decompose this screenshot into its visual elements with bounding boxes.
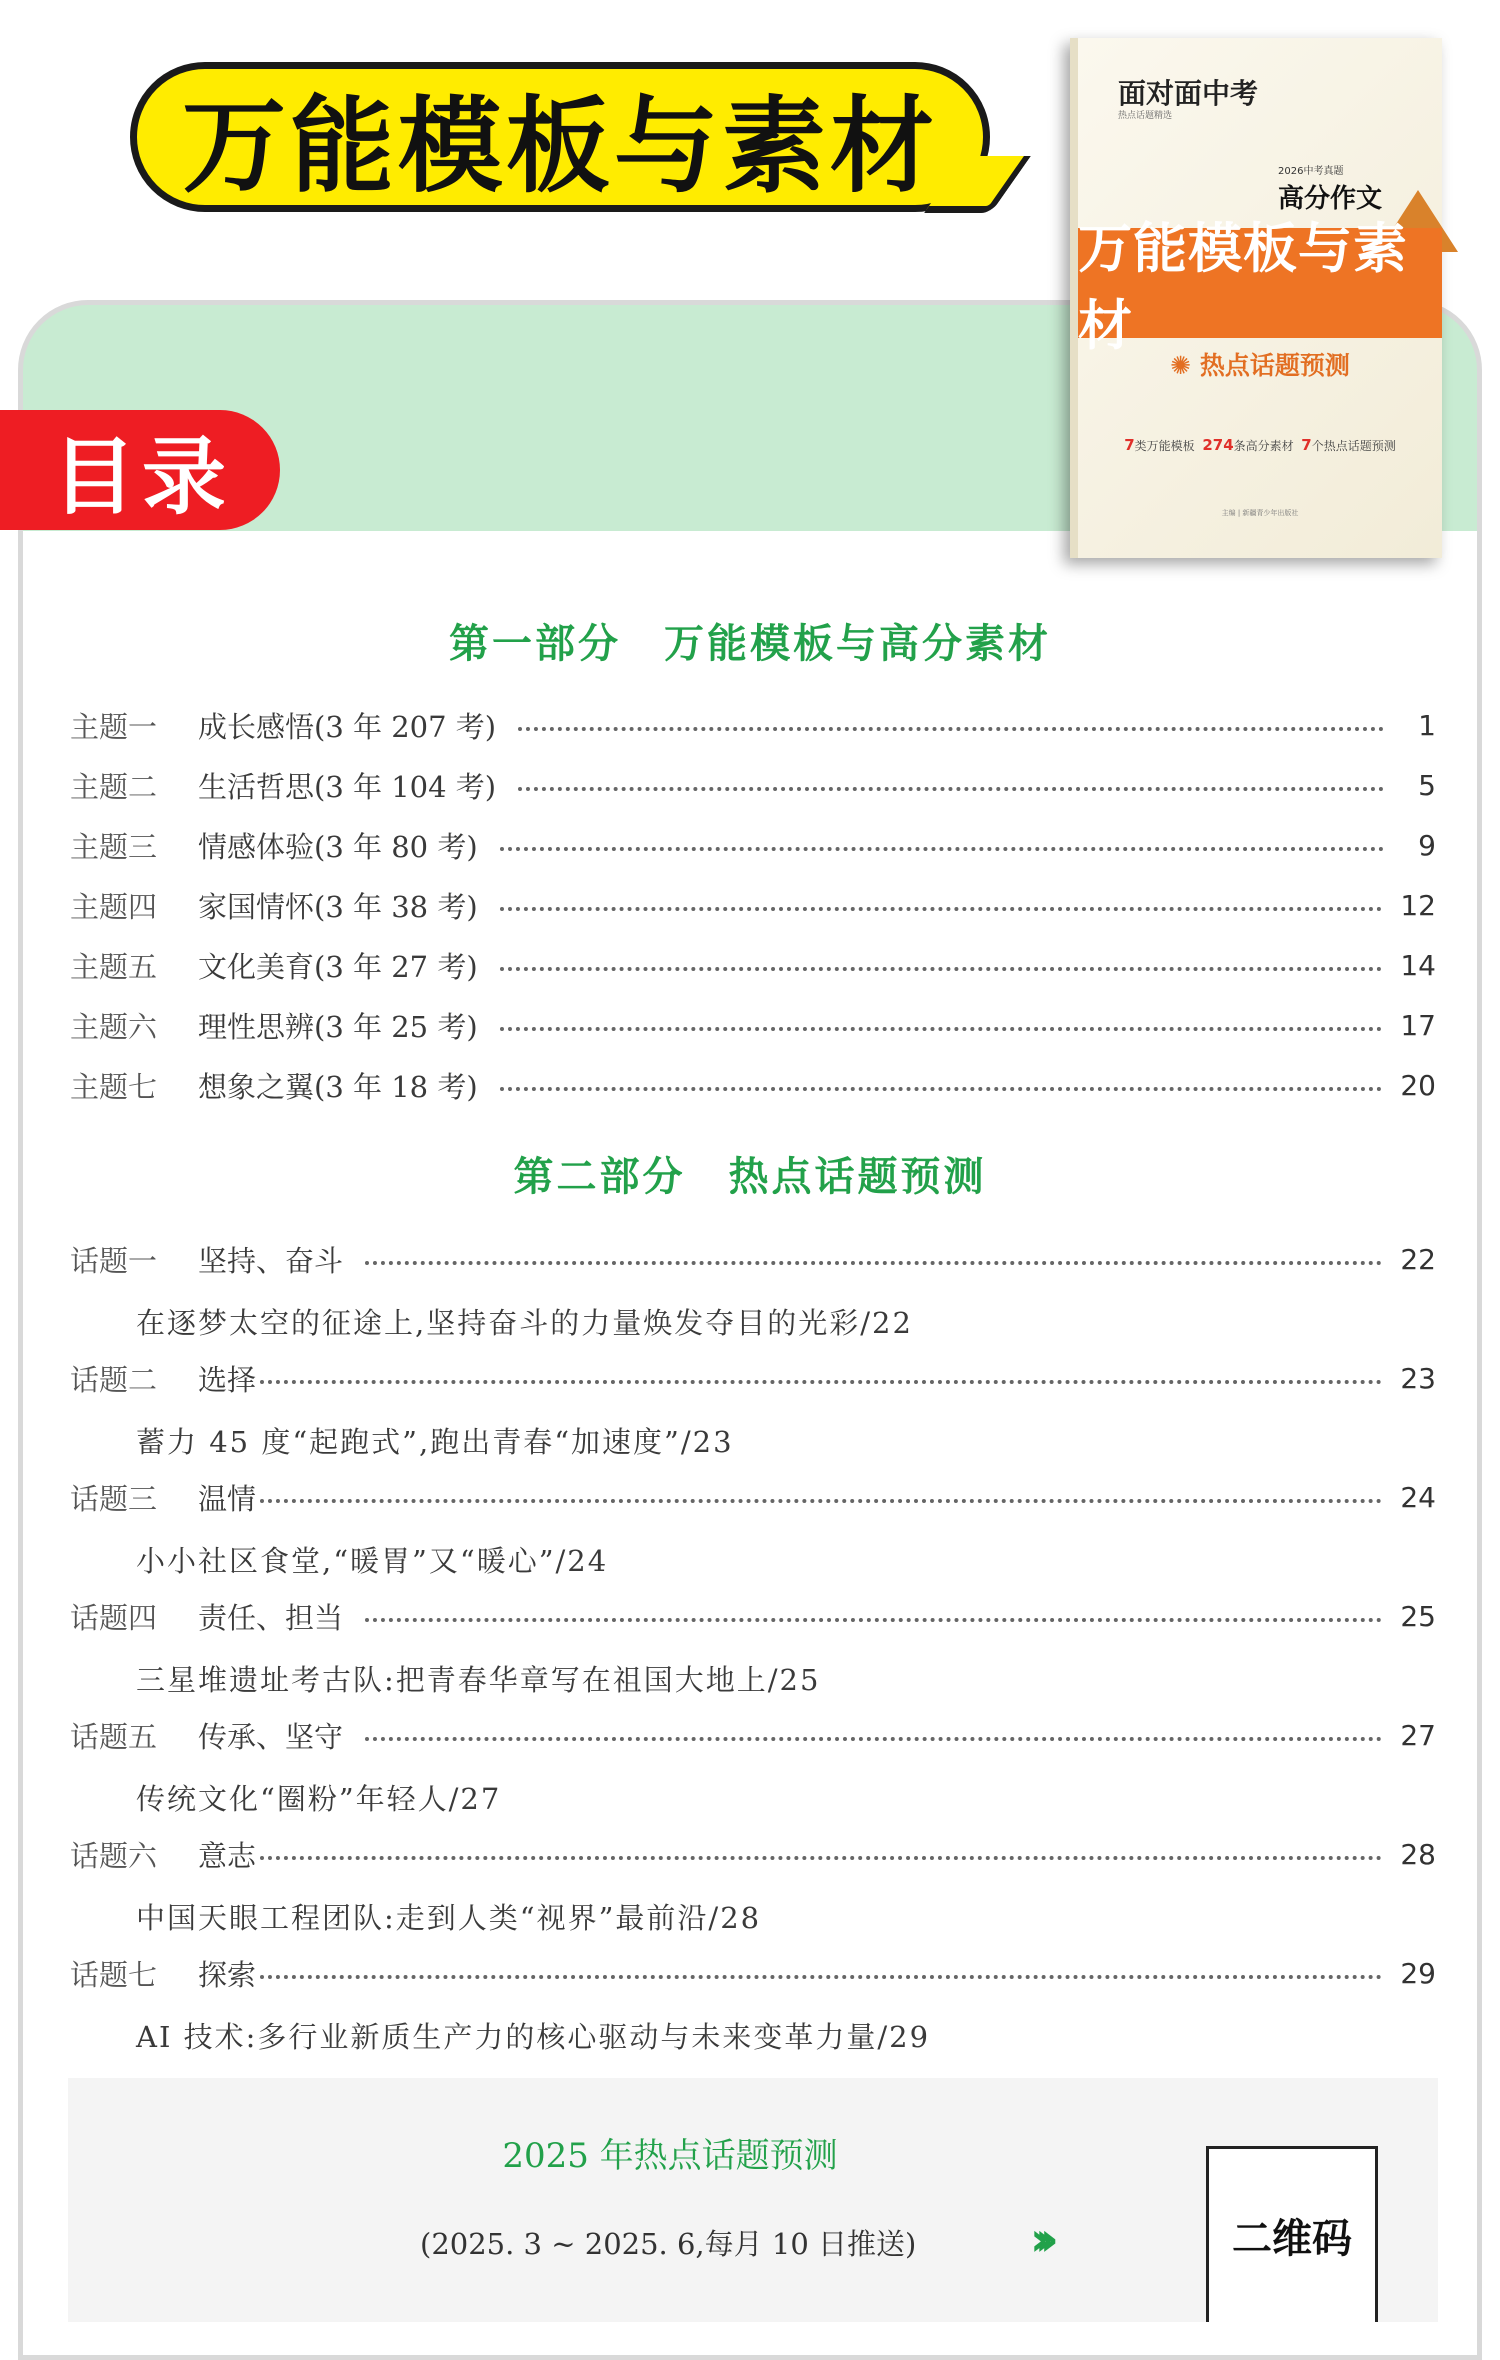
- toc-row[interactable]: [70, 1713, 1436, 1757]
- part1-title: 第一部分 万能模板与高分素材: [449, 621, 1051, 667]
- book-title: 万能模板与素材: [1078, 217, 1408, 357]
- toc-page: 17: [1400, 1008, 1436, 1042]
- title-banner: [130, 62, 990, 212]
- toc-page: 1: [1418, 708, 1436, 742]
- toc-page: 24: [1400, 1480, 1436, 1514]
- dot-leader: [500, 1027, 1383, 1031]
- dot-leader: [365, 1618, 1382, 1622]
- toc-label: 传承、坚守: [198, 1719, 344, 1754]
- book-logo: 面对面中考: [1118, 77, 1259, 110]
- toc-row[interactable]: [70, 1063, 1436, 1107]
- toc-num: 主题三: [70, 829, 158, 864]
- part2-title: 第二部分 热点话题预测: [513, 1154, 987, 1200]
- toc-num: 话题二: [70, 1362, 158, 1397]
- toc-label: 文化美育(3 年 27 考): [198, 949, 478, 984]
- toc-page: 22: [1400, 1242, 1436, 1276]
- dot-leader: [518, 787, 1384, 791]
- book-year-line: 2026中考真题: [1278, 166, 1344, 177]
- toc-page: 9: [1418, 828, 1436, 862]
- toc-row[interactable]: [70, 703, 1436, 747]
- book-title-band: [1078, 217, 1442, 357]
- stat1-num: 7: [1124, 436, 1135, 454]
- toc-row[interactable]: [70, 1594, 1436, 1638]
- toc-label: 情感体验(3 年 80 考): [198, 829, 478, 864]
- toc-num: 话题三: [70, 1481, 158, 1516]
- toc-page: 28: [1400, 1837, 1436, 1871]
- toc-num: 话题四: [70, 1600, 158, 1635]
- toc-subitem[interactable]: 三星堆遗址考古队:把青春华章写在祖国大地上/25: [136, 1663, 821, 1697]
- dot-leader: [260, 1380, 1382, 1384]
- stat3-num: 7: [1301, 436, 1312, 454]
- book-series: 高分作文: [1278, 184, 1383, 214]
- stat2-num: 274: [1202, 436, 1234, 454]
- toc-label: 坚持、奋斗: [198, 1243, 344, 1278]
- toc-num: 主题七: [70, 1069, 158, 1104]
- dot-leader: [260, 1856, 1382, 1860]
- toc-num: 主题六: [70, 1009, 158, 1044]
- toc-label: 家国情怀(3 年 38 考): [198, 889, 478, 924]
- toc-page: 29: [1400, 1956, 1436, 1990]
- toc-subitem[interactable]: 中国天眼工程团队:走到人类“视界”最前沿/28: [136, 1901, 762, 1935]
- toc-label: 生活哲思(3 年 104 考): [198, 769, 497, 804]
- toc-label: 探索: [198, 1957, 257, 1992]
- toc-page: 27: [1400, 1718, 1436, 1752]
- toc-row[interactable]: [70, 1003, 1436, 1047]
- toc-num: 话题一: [70, 1243, 158, 1278]
- toc-subitem[interactable]: 在逐梦太空的征途上,坚持奋斗的力量焕发夺目的光彩/22: [136, 1306, 913, 1340]
- toc-num: 主题二: [70, 769, 158, 804]
- toc-label: 责任、担当: [198, 1600, 344, 1635]
- book-cover: [1070, 38, 1442, 558]
- toc-label: 意志: [198, 1838, 257, 1873]
- book-hot-topics-text: 热点话题预测: [1199, 351, 1350, 380]
- toc-subitem[interactable]: 小小社区食堂,“暖胃”又“暖心”/24: [136, 1544, 609, 1578]
- dot-leader: [500, 907, 1383, 911]
- toc-subitem[interactable]: AI 技术:多行业新质生产力的核心驱动与未来变革力量/29: [136, 2020, 931, 2054]
- dot-leader: [260, 1975, 1382, 1979]
- dot-leader: [500, 847, 1384, 851]
- toc-page: 5: [1418, 768, 1436, 802]
- toc-row[interactable]: [70, 943, 1436, 987]
- toc-page: 25: [1400, 1599, 1436, 1633]
- stat3-text: 个热点话题预测: [1311, 439, 1396, 453]
- toc-row[interactable]: [70, 1951, 1436, 1995]
- toc-badge: 目录: [0, 410, 280, 530]
- dot-leader: [500, 967, 1383, 971]
- toc-label: 选择: [198, 1362, 257, 1397]
- toc-num: 主题五: [70, 949, 158, 984]
- dot-leader: [260, 1499, 1382, 1503]
- dot-leader: [365, 1261, 1382, 1265]
- toc-num: 话题五: [70, 1719, 158, 1754]
- toc-row[interactable]: [70, 883, 1436, 927]
- prediction-date: (2025. 3 ~ 2025. 6,每月 10 日推送): [420, 2227, 917, 2261]
- book-publisher: 主编 | 新疆青少年出版社: [1221, 509, 1299, 517]
- toc-subitem[interactable]: 传统文化“圈粉”年轻人/27: [136, 1782, 502, 1816]
- toc-row[interactable]: [70, 823, 1436, 867]
- toc-num: 话题七: [70, 1957, 158, 1992]
- toc-row[interactable]: [70, 1237, 1436, 1281]
- toc-num: 主题一: [70, 709, 158, 744]
- toc-page: 14: [1400, 948, 1436, 982]
- toc-page: 23: [1400, 1361, 1436, 1395]
- toc-label: 成长感悟(3 年 207 考): [198, 709, 497, 744]
- dot-leader: [365, 1737, 1382, 1741]
- prediction-title: 2025 年热点话题预测: [502, 2136, 838, 2176]
- toc-label: 温情: [198, 1481, 257, 1516]
- toc-subitem[interactable]: 蓄力 45 度“起跑式”,跑出青春“加速度”/23: [136, 1425, 734, 1459]
- book-stats: [1078, 436, 1442, 454]
- chevron-right-icon: ›››: [1030, 2212, 1045, 2266]
- dot-leader: [518, 727, 1384, 731]
- toc-label: 理性思辨(3 年 25 考): [198, 1009, 478, 1044]
- toc-row[interactable]: [70, 763, 1436, 807]
- dot-leader: [500, 1087, 1383, 1091]
- book-logo-sub: 热点话题精选: [1118, 111, 1173, 121]
- toc-row[interactable]: [70, 1475, 1436, 1519]
- stat1-text: 类万能模板: [1134, 439, 1195, 453]
- toc-row[interactable]: [70, 1356, 1436, 1400]
- toc-num: 话题六: [70, 1838, 158, 1873]
- book-hot-topics: ✺ 热点话题预测: [1170, 351, 1350, 380]
- page-title: 万能模板与素材: [181, 85, 938, 207]
- speech-bubble-tail: [924, 156, 1031, 213]
- stat2-text: 条高分素材: [1233, 439, 1294, 453]
- toc-row[interactable]: [70, 1832, 1436, 1876]
- toc-num: 主题四: [70, 889, 158, 924]
- qr-code-placeholder[interactable]: 二维码: [1206, 2146, 1378, 2322]
- toc-label: 想象之翼(3 年 18 考): [198, 1069, 478, 1104]
- toc-page: 12: [1400, 888, 1436, 922]
- toc-page: 20: [1400, 1068, 1436, 1102]
